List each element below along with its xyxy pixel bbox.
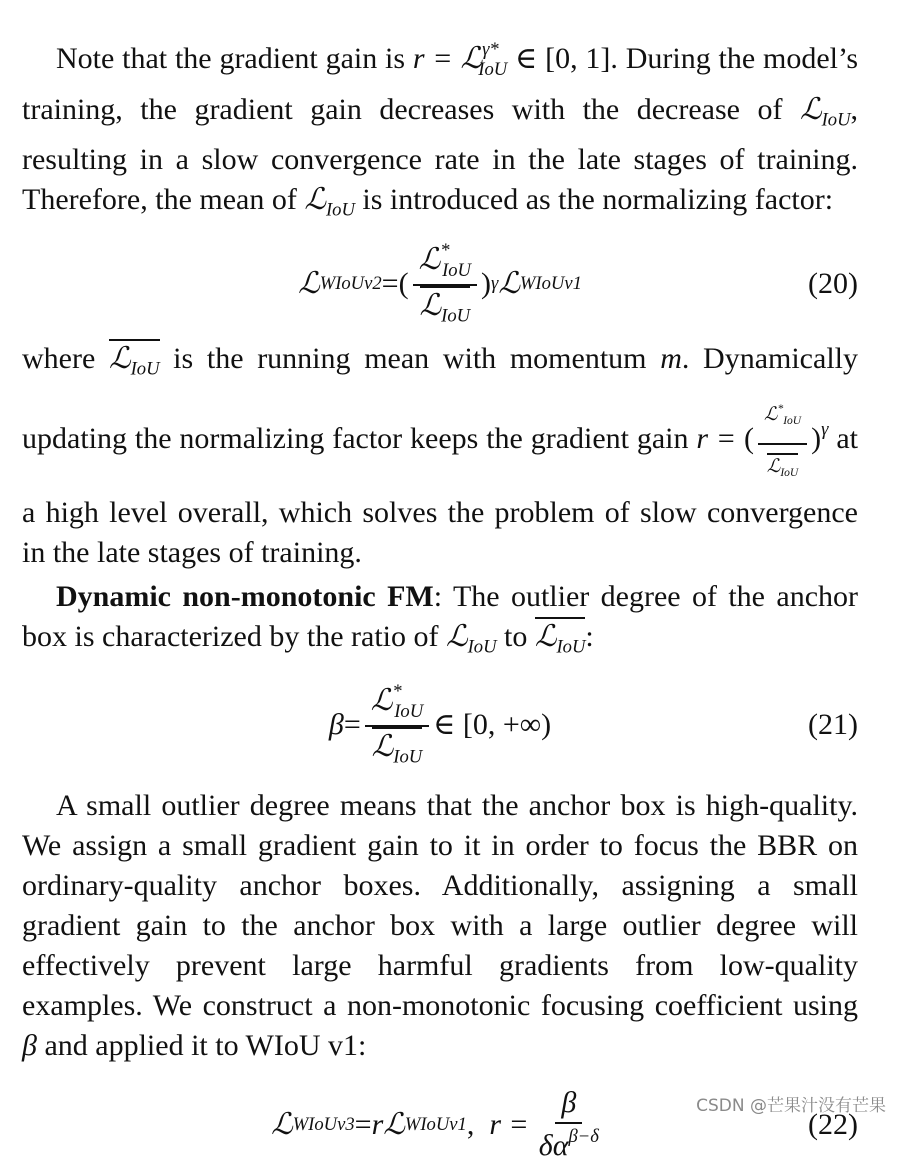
fraction: $\frac{ℒ^*_{IoU}}{ℒ_{IoU}}$	[413, 240, 477, 327]
equation-21: β = $\frac{ℒ^*_{IoU}}{ℒ_{IoU}}$ ∈ [0, +∞) (21)	[328, 681, 858, 768]
text: is introduced as the normalizing factor:	[354, 183, 834, 217]
paper-page	[22, 30, 858, 1170]
equation-number: (20)	[808, 266, 858, 300]
paragraph-running-mean: where ℒ$_{IoU}$ is the running mean with momentum m. Dynamically updating the normalizing factor keeps the gradient gain r = ( $\frac{ℒ^*_{IoU}}{ℒ_{IoU}}$ )$^\gamma$ at a high level overall, which solves the problem of slow convergence in the late stages of training.	[22, 340, 858, 570]
equation-20: ℒ WIoUv2 = ( $\frac{ℒ^*_{IoU}}{ℒ_{IoU}}$ ) γ ℒ WIoUv1 (20)	[298, 240, 858, 327]
paragraph-gradient-gain: Note that the gradient gain is r = ℒ$^{\gamma*}_{IoU}$ ∈ [0, 1]. During the model’s training, the gradient gain decreases with the decrease of ℒ$_{IoU}$, resulting in a slow convergence rate in the late stages of training. Therefore, the mean of ℒ$_{IoU}$ is introduced as the normalizing factor:	[22, 39, 859, 221]
text: Note that the gradient gain is	[56, 42, 413, 76]
text: . During the model’s training, the gradient gain decreases with the decrease of	[22, 42, 859, 126]
equation-number: (21)	[808, 707, 858, 741]
equation-number: (22)	[808, 1107, 858, 1141]
equation-22: ℒ WIoUv3 = r ℒ WIoUv1 , r = $\frac{\beta}{\delta\alpha^{\beta-\delta}}$ (22)	[271, 1086, 858, 1163]
paragraph-dynamic-fm: Dynamic non-monotonic FM: The outlier degree of the anchor box is characterized by the ratio of ℒ$_{IoU}$ to ℒ$_{IoU}$:	[22, 580, 858, 658]
watermark: CSDN @芒果汁没有芒果	[696, 1096, 886, 1116]
paragraph-outlier: A small outlier degree means that the anchor box is high-quality. We assign a small gradient gain to it in order to focus the BBR on ordinary-quality anchor boxes. Additionally, assigning a small gradient gain to the anchor box with a large outlier degree will effectively prevent large harmful gradients from low-quality examples. We construct a non-monotonic focusing coefficient using β and applied it to WIoU v1:	[22, 788, 858, 1062]
fraction: $\frac{\beta}{\delta\alpha^{\beta-\delta}}$	[538, 1086, 599, 1163]
math-r: r =	[412, 42, 461, 76]
fraction: $\frac{ℒ^*_{IoU}}{ℒ_{IoU}}$	[365, 681, 429, 768]
section-heading: Dynamic non-monotonic FM	[56, 580, 434, 614]
text: , resulting in a slow convergence rate in the late stages of training. Therefore, the mean of	[22, 92, 858, 217]
inline-fraction: $\frac{ℒ^*_{IoU}}{ℒ_{IoU}}$	[758, 389, 807, 493]
